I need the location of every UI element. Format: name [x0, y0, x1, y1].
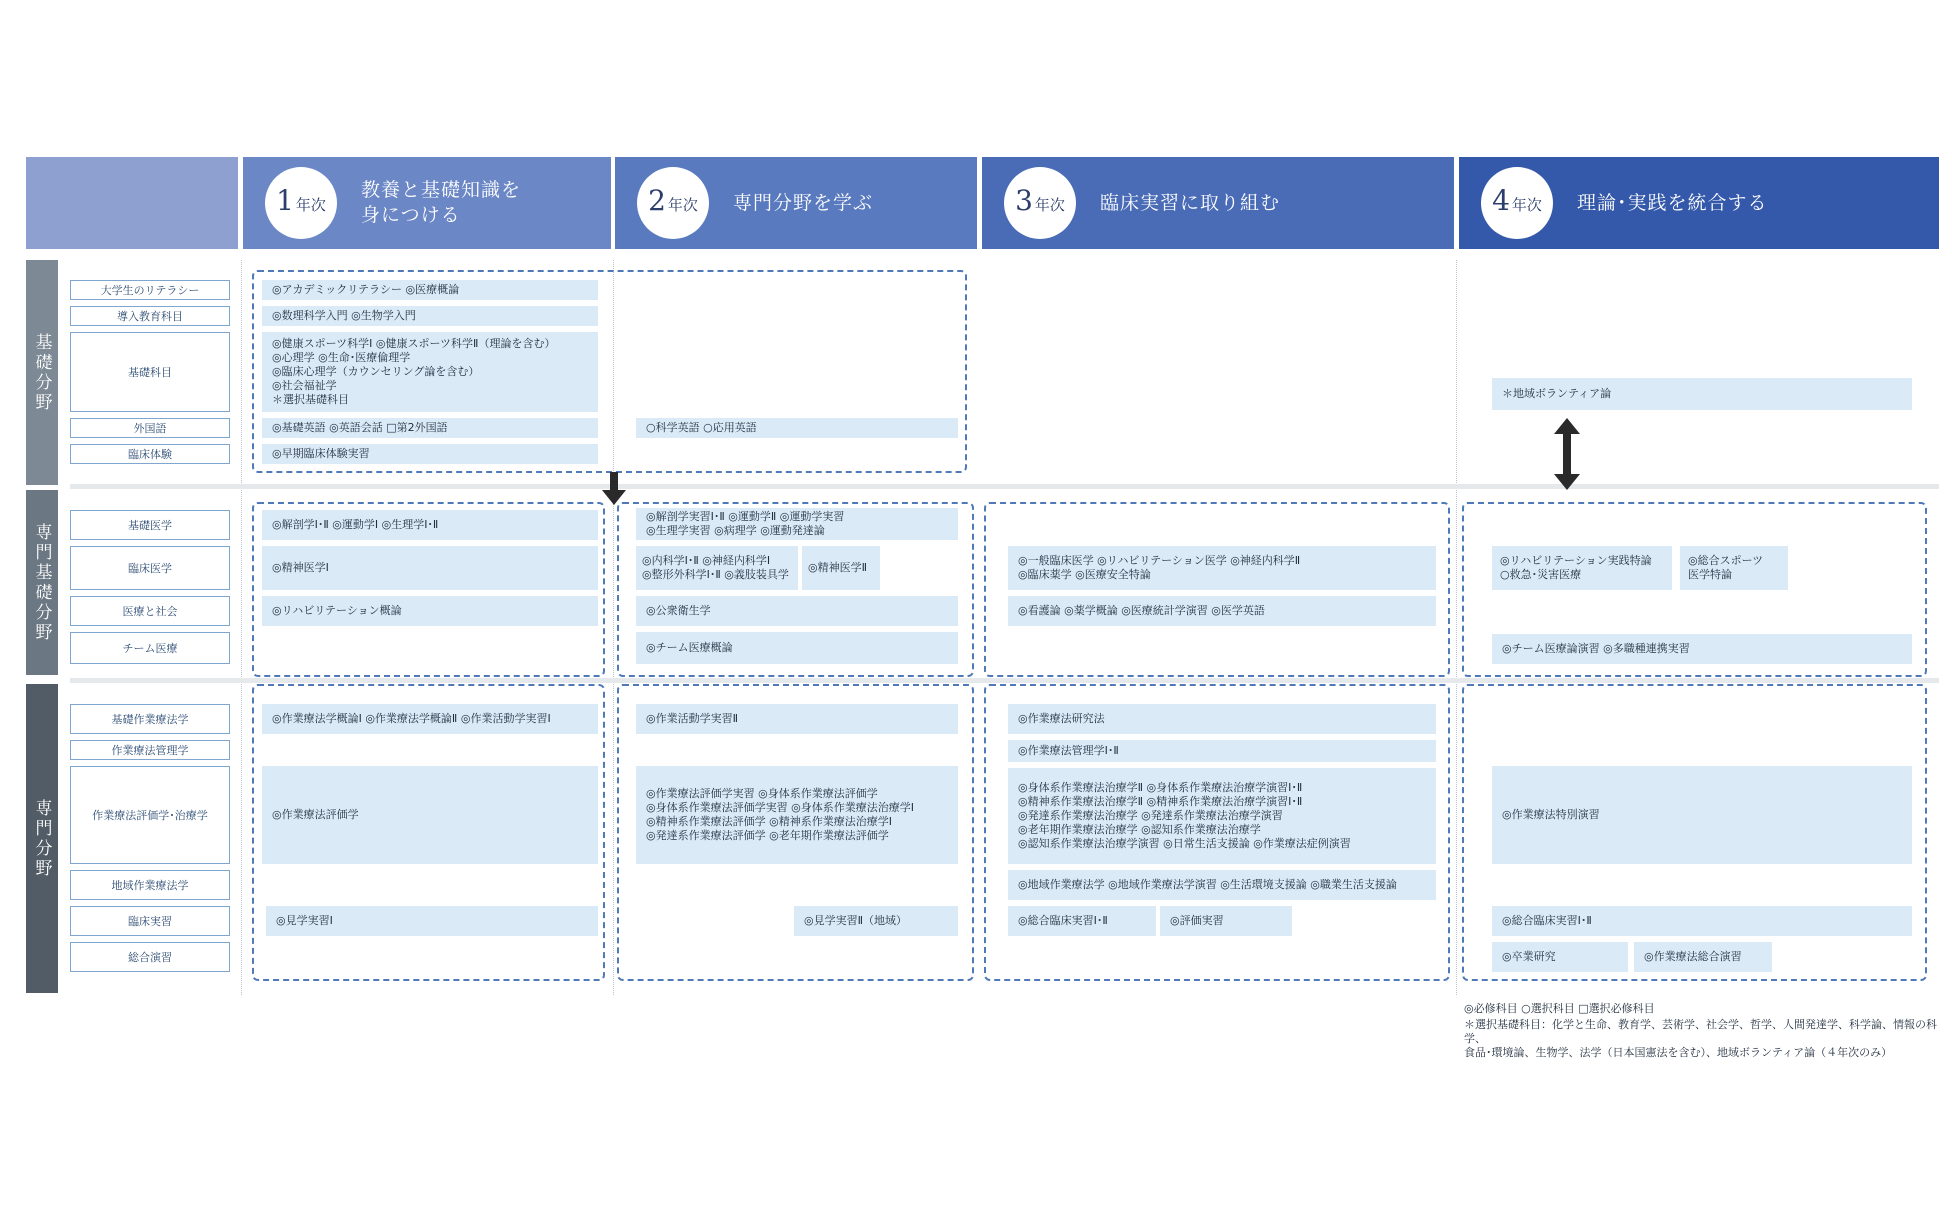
course-cell: ◎解剖学実習Ⅰ･Ⅱ ◎運動学Ⅱ ◎運動学実習 ◎生理学実習 ◎病理学 ◎運動発達論	[636, 508, 958, 540]
course-cell: ◎卒業研究	[1492, 942, 1628, 972]
year-1-header	[243, 157, 611, 249]
year-2-title: 専門分野を学ぶ	[733, 191, 874, 214]
year-2-header	[615, 157, 977, 249]
course-cell: ◎精神医学Ⅱ	[802, 546, 880, 590]
course-cell: ◎看護論 ◎薬学概論 ◎医療統計学演習 ◎医学英語	[1008, 596, 1436, 626]
course-cell: ＊地域ボランティア論	[1492, 378, 1912, 410]
legend-elective-note: ＊選択基礎科目：化学と生命、教育学、芸術学、社会学、哲学、人間発達学、科学論、情報の科学、 食品･環境論、生物学、法学（日本国憲法を含む）、地域ボランティア論（４年次のみ）	[1464, 1018, 1937, 1059]
section-specialty: 専門分野	[26, 684, 58, 993]
course-cell: ◎数理科学入門 ◎生物学入門	[262, 306, 598, 326]
course-cell: ◎リハビリテーション実践特論 ○救急･災害医療	[1492, 546, 1672, 590]
course-cell: ◎精神医学Ⅰ	[262, 546, 598, 590]
year-4-number: 4	[1492, 184, 1510, 217]
course-cell: ◎内科学Ⅰ･Ⅱ ◎神経内科学Ⅰ ◎整形外科学Ⅰ･Ⅱ ◎義肢装具学	[636, 546, 798, 590]
year-3-suffix: 年次	[1034, 196, 1065, 214]
course-cell: ◎作業活動学実習Ⅱ	[636, 704, 958, 734]
year-4-header	[1459, 157, 1939, 249]
course-cell: ◎総合臨床実習Ⅰ･Ⅱ	[1008, 906, 1156, 936]
course-cell: ◎早期臨床体験実習	[262, 444, 598, 464]
year-3-title: 臨床実習に取り組む	[1100, 191, 1281, 214]
category-foreign-language: 外国語	[70, 418, 230, 438]
course-cell: ◎作業療法総合演習	[1634, 942, 1772, 972]
course-cell: ◎チーム医療概論	[636, 632, 958, 664]
category-ot-management: 作業療法管理学	[70, 740, 230, 760]
year-3-number: 3	[1015, 184, 1033, 217]
category-university-literacy: 大学生のリテラシー	[70, 280, 230, 300]
category-clinical-experience: 臨床体験	[70, 444, 230, 464]
category-team-medicine: チーム医療	[70, 632, 230, 664]
course-cell: ◎アカデミックリテラシー ◎医療概論	[262, 280, 598, 300]
double-arrow-icon	[1553, 418, 1581, 490]
category-ot-evaluation-treatment: 作業療法評価学･治療学	[70, 766, 230, 864]
category-introductory: 導入教育科目	[70, 306, 230, 326]
category-clinical-practice: 臨床実習	[70, 906, 230, 936]
course-cell: ◎見学実習Ⅰ	[266, 906, 598, 936]
course-cell: ◎評価実習	[1160, 906, 1292, 936]
course-cell: ◎地域作業療法学 ◎地域作業療法学演習 ◎生活環境支援論 ◎職業生活支援論	[1008, 870, 1436, 900]
category-basic-subjects: 基礎科目	[70, 332, 230, 412]
section-separator-1	[70, 484, 1939, 489]
course-cell: ◎健康スポーツ科学Ⅰ ◎健康スポーツ科学Ⅱ（理論を含む） ◎心理学 ◎生命･医療倫理学 ◎臨床心理学（カウンセリング論を含む） ◎社会福祉学 ＊選択基礎科目	[262, 332, 598, 412]
section-pre-specialty: 専門基礎分野	[26, 490, 58, 675]
course-cell: ◎総合スポーツ 医学特論	[1680, 546, 1788, 590]
course-cell: ◎作業療法管理学Ⅰ･Ⅱ	[1008, 740, 1436, 762]
year-3-header	[982, 157, 1454, 249]
course-cell: ◎見学実習Ⅱ（地域）	[794, 906, 958, 936]
course-cell: ◎公衆衛生学	[636, 596, 958, 626]
course-cell: ◎基礎英語 ◎英語会話 □第2外国語	[262, 418, 598, 438]
legend-marks: ◎必修科目 ○選択科目 □選択必修科目	[1464, 1002, 1655, 1015]
category-clinical-medicine: 臨床医学	[70, 546, 230, 590]
year-4-title: 理論･実践を統合する	[1577, 191, 1768, 214]
course-cell: ◎総合臨床実習Ⅰ･Ⅱ	[1492, 906, 1912, 936]
course-cell: ◎作業療法評価学実習 ◎身体系作業療法評価学 ◎身体系作業療法評価学実習 ◎身体系作業療法治療学Ⅰ ◎精神系作業療法評価学 ◎精神系作業療法治療学Ⅰ ◎発達系作業療法評価学 ◎老年期作業療法評価学	[636, 766, 958, 864]
course-cell: ◎作業療法研究法	[1008, 704, 1436, 734]
course-cell: ◎リハビリテーション概論	[262, 596, 598, 626]
column-divider-3	[1456, 260, 1457, 995]
course-cell: ◎身体系作業療法治療学Ⅱ ◎身体系作業療法治療学演習Ⅰ･Ⅱ ◎精神系作業療法治療学Ⅱ ◎精神系作業療法治療学演習Ⅰ･Ⅱ ◎発達系作業療法治療学 ◎発達系作業療法治療学演習 ◎老年期作業療法治療学 ◎認知系作業療法治療学 ◎認知系作業療法治療学演習 ◎日常生活支援論 ◎作業療法症例演習	[1008, 768, 1436, 864]
course-cell: ◎チーム医療論演習 ◎多職種連携実習	[1492, 634, 1912, 664]
course-cell: ○科学英語 ○応用英語	[636, 418, 958, 438]
year-1-title: 教養と基礎知識を 身につける	[361, 179, 522, 226]
category-basic-medicine: 基礎医学	[70, 510, 230, 540]
category-community-ot: 地域作業療法学	[70, 870, 230, 900]
section-separator-2	[70, 678, 1939, 683]
year-2-badge	[637, 167, 709, 239]
year-1-badge	[265, 167, 337, 239]
category-medicine-society: 医療と社会	[70, 596, 230, 626]
column-divider-1	[241, 260, 242, 995]
course-cell: ◎作業療法評価学	[262, 766, 598, 864]
year-3-badge	[1004, 167, 1076, 239]
year-4-badge	[1481, 167, 1553, 239]
section-basic: 基礎分野	[26, 260, 58, 485]
year-2-suffix: 年次	[667, 196, 698, 214]
year-2-number: 2	[648, 184, 666, 217]
category-comprehensive-seminar: 総合演習	[70, 942, 230, 972]
header-corner	[26, 157, 238, 249]
year-1-number: 1	[276, 184, 294, 217]
arrow-down-icon	[600, 472, 628, 506]
year-4-suffix: 年次	[1511, 196, 1542, 214]
course-cell: ◎解剖学Ⅰ･Ⅱ ◎運動学Ⅰ ◎生理学Ⅰ･Ⅱ	[262, 510, 598, 540]
category-basic-ot: 基礎作業療法学	[70, 704, 230, 734]
course-cell: ◎一般臨床医学 ◎リハビリテーション医学 ◎神経内科学Ⅱ ◎臨床薬学 ◎医療安全特論	[1008, 546, 1436, 590]
course-cell: ◎作業療法特別演習	[1492, 766, 1912, 864]
course-cell: ◎作業療法学概論Ⅰ ◎作業療法学概論Ⅱ ◎作業活動学実習Ⅰ	[262, 704, 598, 734]
year-1-suffix: 年次	[295, 196, 326, 214]
